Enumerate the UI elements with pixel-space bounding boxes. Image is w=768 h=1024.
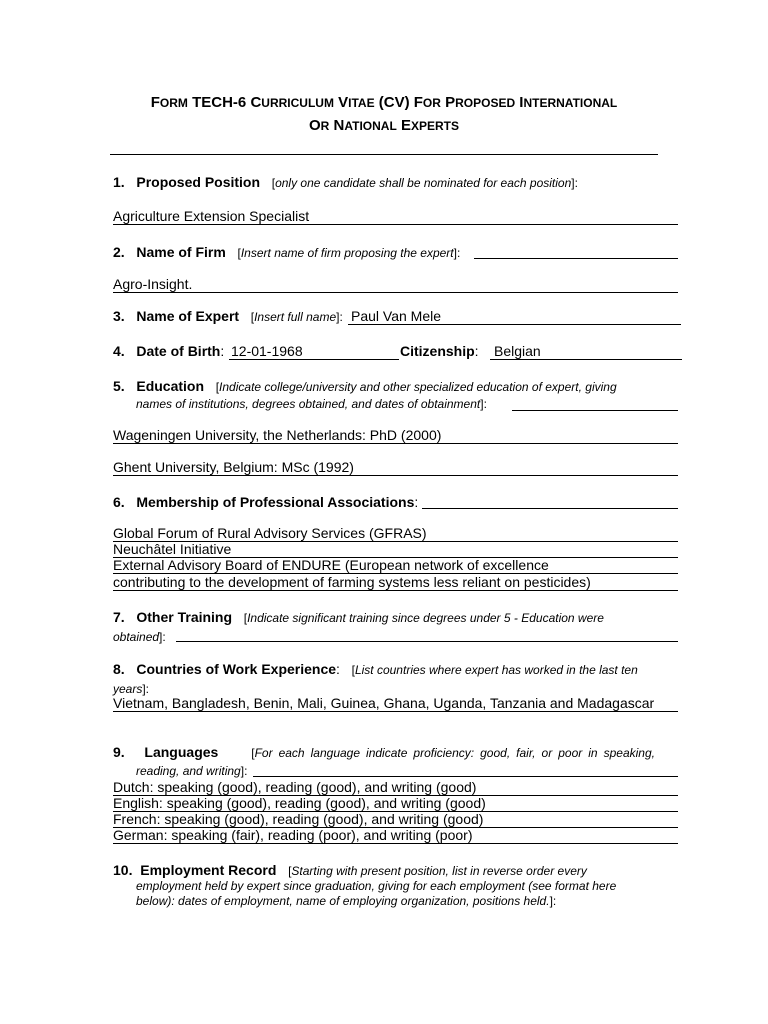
section-number: 4.: [113, 343, 125, 359]
section-instruction-cont: reading, and writing: [136, 764, 241, 778]
section-number: 2.: [113, 244, 125, 260]
citizenship-heading: Citizenship:: [400, 343, 479, 359]
section-instruction-cont: below): dates of employment, name of employing organization, positions held.: [136, 894, 550, 908]
section-instruction-cont: employment held by expert since graduation, giving for each employment (see format here: [136, 879, 617, 893]
section-label: Languages: [144, 744, 219, 760]
citizenship-label: Citizenship: [400, 343, 475, 359]
countries-field[interactable]: Vietnam, Bangladesh, Benin, Mali, Guinea, Ghana, Uganda, Tanzania and Madagascar: [113, 695, 678, 712]
section-instruction-cont: years: [113, 682, 143, 696]
section-5-heading: 5. Education [Indicate college/university and other specialized education of expert, giving: [113, 378, 617, 394]
section-number: 3.: [113, 308, 125, 324]
section-label: Education: [136, 378, 205, 394]
section-number: 1.: [113, 174, 125, 190]
section-3-heading: 3. Name of Expert [Insert full name]:: [113, 308, 343, 324]
form-title-text-2: OR NATIONAL EXPERTS: [309, 117, 459, 134]
firm-name-inline-field[interactable]: [474, 258, 678, 259]
date-of-birth-field[interactable]: 12-01-1968: [229, 343, 399, 360]
other-training-field[interactable]: [176, 641, 678, 642]
section-number: 9.: [113, 744, 125, 760]
section-instruction: List countries where expert has worked in the last ten: [354, 663, 638, 677]
section-10-heading: 10. Employment Record [Starting with present position, list in reverse order every: [113, 862, 587, 878]
citizenship-field[interactable]: Belgian: [490, 343, 682, 360]
section-instruction: Insert full name: [254, 310, 337, 324]
section-7-heading: 7. Other Training [Indicate significant training since degrees under 5 - Education were: [113, 609, 604, 625]
language-field-english[interactable]: English: speaking (good), reading (good), and writing (good): [113, 795, 678, 812]
section-9-instruction-cont: reading, and writing]:: [136, 764, 248, 778]
language-field-french[interactable]: French: speaking (good), reading (good), and writing (good): [113, 811, 678, 828]
section-instruction-cont: names of institutions, degrees obtained, and dates of obtainment: [136, 397, 481, 411]
membership-inline-field[interactable]: [422, 508, 678, 509]
section-6-heading: 6. Membership of Professional Associations:: [113, 494, 419, 510]
proposed-position-field[interactable]: Agriculture Extension Specialist: [113, 208, 678, 225]
section-instruction: Indicate college/university and other specialized education of expert, giving: [219, 380, 617, 394]
section-label: Proposed Position: [136, 174, 261, 190]
language-field-german[interactable]: German: speaking (fair), reading (poor), and writing (poor): [113, 827, 678, 844]
title-divider: [110, 154, 658, 155]
section-label: Name of Firm: [136, 244, 226, 260]
section-instruction: Insert name of firm proposing the expert: [240, 246, 454, 260]
section-label: Employment Record: [140, 862, 277, 878]
section-9-heading: 9. Languages [For each language indicate proficiency: good, fair, or poor in speaking,: [113, 744, 655, 760]
form-title-line2: [0, 115, 768, 137]
section-1-heading: 1. Proposed Position [only one candidate shall be nominated for each position]:: [113, 174, 578, 190]
section-instruction: Indicate significant training since degrees under 5 - Education were: [247, 611, 604, 625]
section-7-instruction-cont: obtained]:: [113, 630, 166, 644]
section-label: Membership of Professional Associations: [136, 494, 415, 510]
firm-name-field[interactable]: Agro-Insight.: [113, 276, 678, 293]
expert-name-field[interactable]: Paul Van Mele: [348, 308, 681, 325]
section-instruction-cont: obtained: [113, 630, 160, 644]
membership-field-1[interactable]: Global Forum of Rural Advisory Services (GFRAS): [113, 525, 678, 542]
section-instruction: only one candidate shall be nominated for each position: [275, 176, 572, 190]
section-instruction: For each language indicate proficiency: good, fair, or poor in speaking,: [254, 746, 655, 760]
section-number: 7.: [113, 609, 125, 625]
section-number: 5.: [113, 378, 125, 394]
section-number: 6.: [113, 494, 125, 510]
language-field-dutch[interactable]: Dutch: speaking (good), reading (good), and writing (good): [113, 779, 678, 796]
section-number: 8.: [113, 661, 125, 677]
section-10-instruction-cont-2: below): dates of employment, name of employing organization, positions held.]:: [136, 894, 557, 908]
membership-field-2[interactable]: Neuchâtel Initiative: [113, 541, 678, 558]
section-5-instruction-cont: names of institutions, degrees obtained, and dates of obtainment]:: [136, 397, 487, 411]
languages-inline-field[interactable]: [253, 776, 678, 777]
membership-field-4[interactable]: contributing to the development of farming systems less reliant on pesticides): [113, 574, 678, 591]
section-label: Name of Expert: [136, 308, 240, 324]
section-number: 10.: [113, 862, 133, 878]
education-inline-field[interactable]: [512, 410, 678, 411]
section-4-heading: 4. Date of Birth:: [113, 343, 225, 359]
section-8-instruction-cont: years]:: [113, 682, 150, 696]
section-label: Other Training: [136, 609, 233, 625]
education-field-2[interactable]: Ghent University, Belgium: MSc (1992): [113, 459, 678, 476]
form-title-line1: [0, 92, 768, 114]
form-title-text: FORM TECH-6 CURRICULUM VITAE (CV) FOR PROPOSED INTERNATIONAL: [150, 94, 618, 111]
section-2-heading: 2. Name of Firm [Insert name of firm proposing the expert]:: [113, 244, 461, 260]
section-label: Countries of Work Experience: [136, 661, 337, 677]
section-8-heading: 8. Countries of Work Experience: [List countries where expert has worked in the last ten: [113, 661, 638, 677]
membership-field-3[interactable]: External Advisory Board of ENDURE (European network of excellence: [113, 557, 678, 574]
education-field-1[interactable]: Wageningen University, the Netherlands: PhD (2000): [113, 427, 678, 444]
section-instruction: Starting with present position, list in reverse order every: [291, 864, 587, 878]
section-label: Date of Birth: [136, 343, 221, 359]
section-10-instruction-cont-1: [136, 878, 616, 894]
